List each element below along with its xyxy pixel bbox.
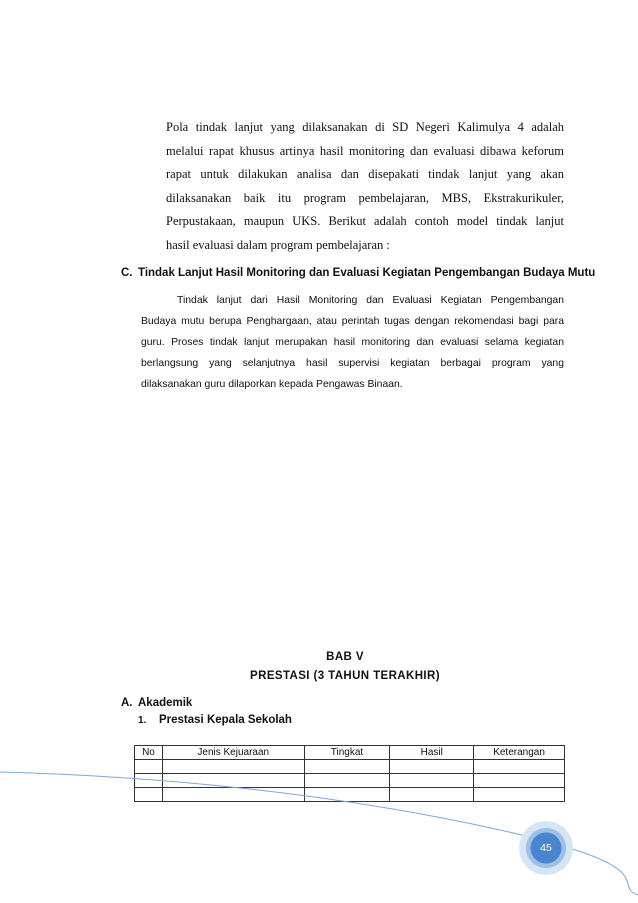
header-no: No: [135, 746, 163, 760]
section-c-title: Tindak Lanjut Hasil Monitoring dan Evaluasi Kegiatan Pengembangan Budaya Mutu: [138, 267, 596, 279]
section-a-number: A.: [121, 697, 133, 709]
subsection-number: 1.: [138, 715, 147, 726]
section-c-number: C.: [121, 267, 133, 279]
paragraph-line: berlangsung yang selanjutnya hasil supervisi kegiatan berbagai program yang: [141, 358, 564, 369]
paragraph-line: Pola tindak lanjut yang dilaksanakan di SD Negeri Kalimulya 4 adalah: [166, 120, 564, 134]
page-number: 45: [540, 842, 552, 854]
paragraph-section-c: [141, 290, 564, 395]
paragraph-line: guru. Proses tindak lanjut merupakan hasil monitoring dan evaluasi selama kegiatan: [141, 337, 564, 348]
header-tingkat: Tingkat: [304, 746, 390, 760]
page-number-badge: [519, 821, 573, 875]
paragraph-line: dilaksanakan guru dilaporkan kepada Pengawas Binaan.: [141, 379, 403, 390]
header-hasil: Hasil: [390, 746, 474, 760]
paragraph-line: Budaya mutu berupa Penghargaan, atau perintah tugas dengan rekomendasi bagi para: [141, 316, 564, 327]
paragraph-line: Tindak lanjut dari Hasil Monitoring dan Evaluasi Kegiatan Pengembangan: [177, 295, 564, 306]
section-a-title: Akademik: [138, 697, 193, 709]
paragraph-line: rapat untuk dilakukan analisa dan disepakati tindak lanjut yang akan: [166, 167, 564, 181]
header-keterangan: Keterangan: [474, 746, 565, 760]
section-a-heading: [121, 697, 192, 709]
paragraph-line: Perpustakaan, maupun UKS. Berikut adalah contoh model tindak lanjut: [166, 214, 564, 228]
chapter-title: PRESTASI (3 TAHUN TERAKHIR): [250, 670, 440, 682]
paragraph-line: hasil evaluasi dalam program pembelajaran :: [166, 237, 390, 252]
subsection-title: Prestasi Kepala Sekolah: [159, 714, 292, 726]
table-header-row: [135, 746, 565, 760]
paragraph-line: dilaksanakan baik itu program pembelajaran, MBS, Ekstrakurikuler,: [166, 190, 564, 205]
subsection-heading: [138, 714, 292, 726]
paragraph-line: melalui rapat khusus artinya hasil monitoring dan evaluasi dibawa keforum: [166, 143, 564, 158]
header-jenis-kejuaraan: Jenis Kejuaraan: [162, 746, 304, 760]
chapter-label: BAB V: [326, 651, 364, 663]
paragraph-tindak-lanjut: [166, 116, 564, 257]
section-c-heading: [121, 267, 596, 279]
